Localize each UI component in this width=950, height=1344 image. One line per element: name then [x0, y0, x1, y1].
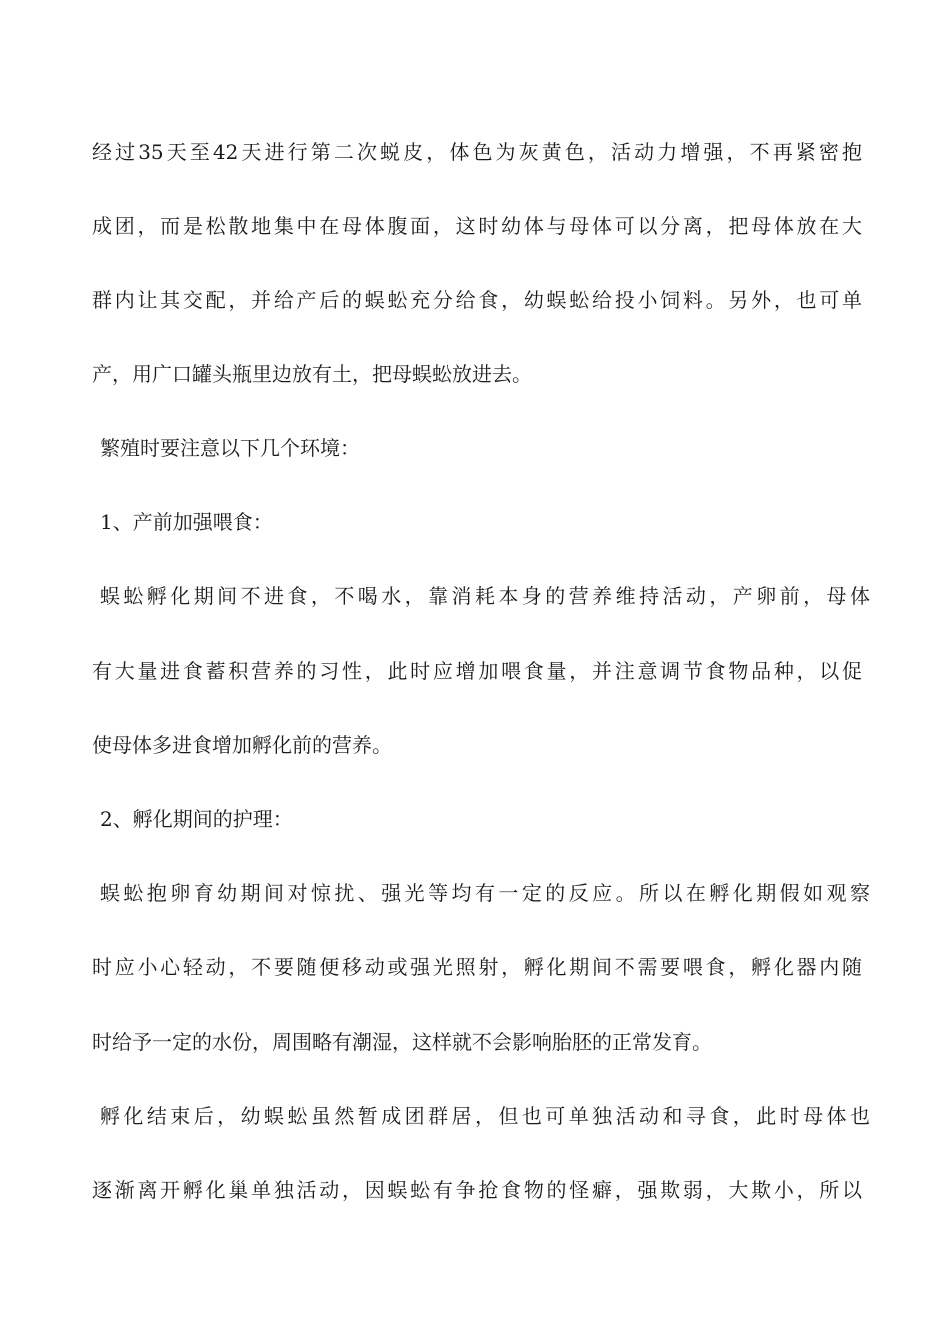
- text-line: 逐渐离开孵化巢单独活动，因蜈蚣有争抢食物的怪癖，强欺弱，大欺小，所以: [92, 1178, 862, 1202]
- text-line: 使母体多进食增加孵化前的营养。: [92, 733, 392, 757]
- text-line: 时应小心轻动，不要随便移动或强光照射，孵化期间不需要喂食，孵化器内随: [92, 955, 862, 979]
- text-line: 时给予一定的水份，周围略有潮湿，这样就不会影响胎胚的正常发育。: [92, 1030, 712, 1054]
- text-line: 经过35天至42天进行第二次蜕皮，体色为灰黄色，活动力增强，不再紧密抱: [92, 140, 862, 164]
- text-line: 成团，而是松散地集中在母体腹面，这时幼体与母体可以分离，把母体放在大: [92, 214, 862, 238]
- text-line: 繁殖时要注意以下几个环境：: [100, 436, 360, 460]
- text-line: 孵化结束后，幼蜈蚣虽然暂成团群居，但也可单独活动和寻食，此时母体也: [100, 1104, 870, 1128]
- text-line: 蜈蚣抱卵育幼期间对惊扰、强光等均有一定的反应。所以在孵化期假如观察: [100, 881, 870, 905]
- text-line: 产，用广口罐头瓶里边放有土，把母蜈蚣放进去。: [92, 362, 532, 386]
- text-line: 蜈蚣孵化期间不进食，不喝水，靠消耗本身的营养维持活动，产卵前，母体: [100, 584, 870, 608]
- section-heading: 1、产前加强喂食：: [100, 510, 273, 534]
- text-line: 有大量进食蓄积营养的习性，此时应增加喂食量，并注意调节食物品种，以促: [92, 659, 862, 683]
- text-line: 群内让其交配，并给产后的蜈蚣充分给食，幼蜈蚣给投小饲料。另外，也可单: [92, 288, 862, 312]
- section-heading: 2、孵化期间的护理：: [100, 807, 293, 831]
